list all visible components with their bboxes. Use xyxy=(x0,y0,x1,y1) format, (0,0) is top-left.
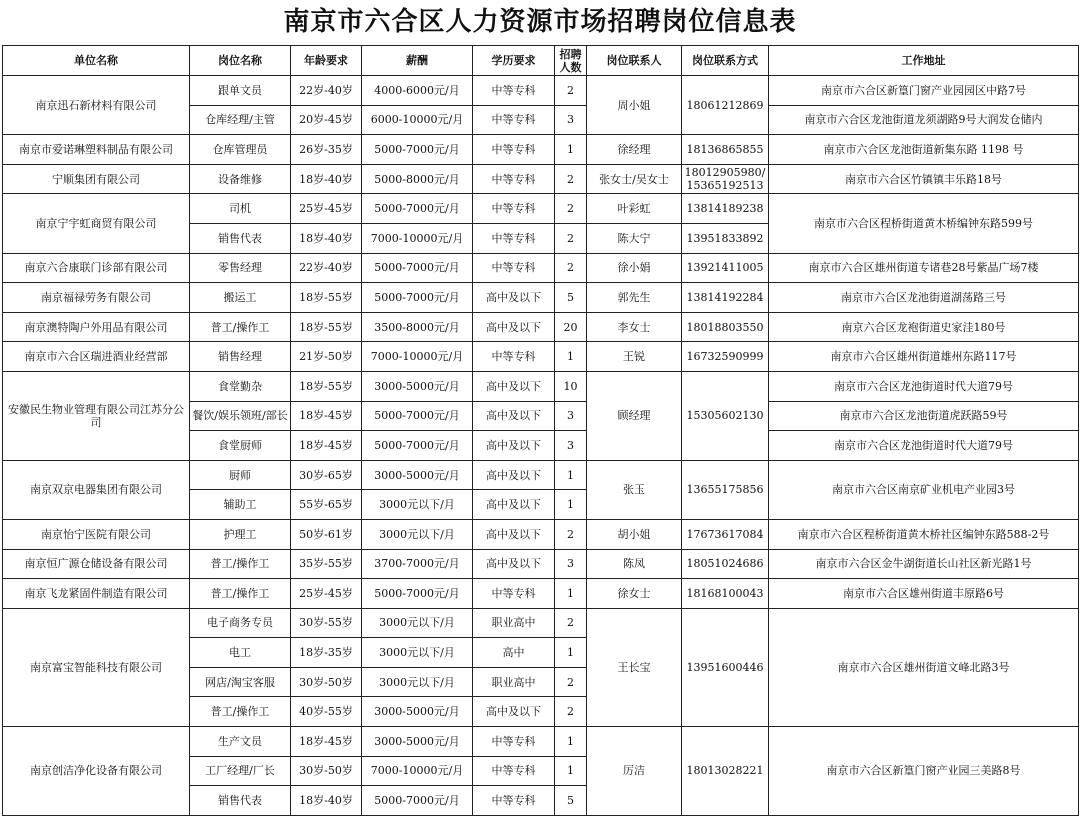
address-cell: 南京市六合区雄州街道雄州东路117号 xyxy=(769,342,1079,372)
count-cell: 2 xyxy=(555,519,587,549)
salary-cell: 3000-5000元/月 xyxy=(362,697,473,727)
age-cell: 20岁-45岁 xyxy=(291,105,362,135)
position-cell: 仓库管理员 xyxy=(190,135,291,165)
count-cell: 1 xyxy=(555,342,587,372)
education-cell: 高中及以下 xyxy=(473,371,555,401)
company-name-cell: 南京恒广源仓储设备有限公司 xyxy=(3,549,190,579)
address-cell: 南京市六合区金牛湖街道长山社区新光路1号 xyxy=(769,549,1079,579)
company-name-cell: 安徽民生物业管理有限公司江苏分公司 xyxy=(3,371,190,460)
position-cell: 辅助工 xyxy=(190,490,291,520)
count-cell: 1 xyxy=(555,727,587,757)
table-row xyxy=(3,194,1079,224)
age-cell: 55岁-65岁 xyxy=(291,490,362,520)
age-cell: 18岁-55岁 xyxy=(291,283,362,313)
address-cell: 南京市六合区雄州街道专诸巷28号紫晶广场7楼 xyxy=(769,253,1079,283)
salary-cell: 3000元以下/月 xyxy=(362,608,473,638)
position-cell: 跟单文员 xyxy=(190,76,291,106)
salary-cell: 3500-8000元/月 xyxy=(362,312,473,342)
page-title: 南京市六合区人力资源市场招聘岗位信息表 xyxy=(283,7,797,37)
company-name-cell: 南京创洁净化设备有限公司 xyxy=(3,727,190,816)
age-cell: 18岁-55岁 xyxy=(291,312,362,342)
salary-cell: 5000-7000元/月 xyxy=(362,135,473,165)
education-cell: 职业高中 xyxy=(473,608,555,638)
age-cell: 26岁-35岁 xyxy=(291,135,362,165)
count-cell: 3 xyxy=(555,549,587,579)
phone-cell: 18051024686 xyxy=(682,549,769,579)
address-cell: 南京六合区龙袍街道史家洼180号 xyxy=(769,312,1079,342)
salary-cell: 5000-7000元/月 xyxy=(362,579,473,609)
contact-cell: 周小姐 xyxy=(587,76,682,135)
count-cell: 2 xyxy=(555,223,587,253)
contact-cell: 李女士 xyxy=(587,312,682,342)
education-cell: 高中及以下 xyxy=(473,283,555,313)
education-cell: 高中及以下 xyxy=(473,312,555,342)
count-cell: 1 xyxy=(555,638,587,668)
count-cell: 2 xyxy=(555,76,587,106)
position-cell: 厨师 xyxy=(190,460,291,490)
salary-cell: 5000-7000元/月 xyxy=(362,431,473,461)
header-count: 招聘人数 xyxy=(555,46,587,76)
age-cell: 50岁-61岁 xyxy=(291,519,362,549)
company-name-cell: 南京富宝智能科技有限公司 xyxy=(3,608,190,726)
count-cell: 10 xyxy=(555,371,587,401)
salary-cell: 3700-7000元/月 xyxy=(362,549,473,579)
education-cell: 中等专科 xyxy=(473,76,555,106)
position-cell: 生产文员 xyxy=(190,727,291,757)
phone-cell: 15305602130 xyxy=(682,371,769,460)
count-cell: 5 xyxy=(555,283,587,313)
contact-cell: 徐女士 xyxy=(587,579,682,609)
position-cell: 普工/操作工 xyxy=(190,697,291,727)
education-cell: 中等专科 xyxy=(473,253,555,283)
education-cell: 高中 xyxy=(473,638,555,668)
contact-cell: 厉洁 xyxy=(587,727,682,816)
address-cell: 南京市六合区龙池街道龙须湖路9号大润发仓储内 xyxy=(769,105,1079,135)
header-age: 年龄要求 xyxy=(291,46,362,76)
header-salary: 薪酬 xyxy=(362,46,473,76)
address-cell: 南京市六合区龙池街道时代大道79号 xyxy=(769,371,1079,401)
salary-cell: 4000-6000元/月 xyxy=(362,76,473,106)
age-cell: 30岁-50岁 xyxy=(291,667,362,697)
education-cell: 高中及以下 xyxy=(473,519,555,549)
table-row xyxy=(3,519,1079,549)
phone-cell: 13655175856 xyxy=(682,460,769,519)
education-cell: 中等专科 xyxy=(473,194,555,224)
company-name-cell: 南京双京电器集团有限公司 xyxy=(3,460,190,519)
salary-cell: 7000-10000元/月 xyxy=(362,342,473,372)
age-cell: 30岁-50岁 xyxy=(291,756,362,786)
header-address: 工作地址 xyxy=(769,46,1079,76)
contact-cell: 陈大宁 xyxy=(587,223,682,253)
address-cell: 南京市六合区龙池街道新集东路 1198 号 xyxy=(769,135,1079,165)
salary-cell: 5000-8000元/月 xyxy=(362,164,473,194)
company-name-cell: 南京六合康联门诊部有限公司 xyxy=(3,253,190,283)
salary-cell: 7000-10000元/月 xyxy=(362,756,473,786)
education-cell: 中等专科 xyxy=(473,105,555,135)
salary-cell: 5000-7000元/月 xyxy=(362,283,473,313)
table-row xyxy=(3,371,1079,401)
address-cell: 南京市六合区龙池街道湖荡路三号 xyxy=(769,283,1079,313)
contact-cell: 胡小姐 xyxy=(587,519,682,549)
position-cell: 销售经理 xyxy=(190,342,291,372)
count-cell: 3 xyxy=(555,105,587,135)
contact-cell: 张女士/吴女士 xyxy=(587,164,682,194)
table-row xyxy=(3,549,1079,579)
count-cell: 1 xyxy=(555,490,587,520)
company-name-cell: 南京飞龙紧固件制造有限公司 xyxy=(3,579,190,609)
contact-cell: 陈凤 xyxy=(587,549,682,579)
age-cell: 18岁-45岁 xyxy=(291,431,362,461)
count-cell: 1 xyxy=(555,579,587,609)
company-name-cell: 南京市六合区瑞进酒业经营部 xyxy=(3,342,190,372)
phone-cell: 13814189238 xyxy=(682,194,769,224)
contact-cell: 王锐 xyxy=(587,342,682,372)
table-row xyxy=(3,460,1079,490)
contact-cell: 徐小娟 xyxy=(587,253,682,283)
table-row xyxy=(3,76,1079,106)
age-cell: 18岁-55岁 xyxy=(291,371,362,401)
header-contact: 岗位联系人 xyxy=(587,46,682,76)
age-cell: 18岁-40岁 xyxy=(291,164,362,194)
phone-cell: 16732590999 xyxy=(682,342,769,372)
job-table-body xyxy=(3,76,1079,816)
phone-cell: 13951833892 xyxy=(682,223,769,253)
contact-cell: 徐经理 xyxy=(587,135,682,165)
age-cell: 18岁-45岁 xyxy=(291,401,362,431)
address-cell: 南京市六合区程桥街道黄木桥编钟东路599号 xyxy=(769,194,1079,253)
contact-cell: 叶彩虹 xyxy=(587,194,682,224)
company-name-cell: 南京澳特陶户外用品有限公司 xyxy=(3,312,190,342)
table-row xyxy=(3,727,1079,757)
phone-cell: 18018803550 xyxy=(682,312,769,342)
salary-cell: 3000-5000元/月 xyxy=(362,371,473,401)
contact-cell: 张玉 xyxy=(587,460,682,519)
company-name-cell: 南京市爱诺琳塑料制品有限公司 xyxy=(3,135,190,165)
education-cell: 高中及以下 xyxy=(473,697,555,727)
education-cell: 高中及以下 xyxy=(473,549,555,579)
count-cell: 2 xyxy=(555,253,587,283)
phone-cell: 13814192284 xyxy=(682,283,769,313)
salary-cell: 7000-10000元/月 xyxy=(362,223,473,253)
position-cell: 普工/操作工 xyxy=(190,579,291,609)
education-cell: 中等专科 xyxy=(473,135,555,165)
age-cell: 22岁-40岁 xyxy=(291,76,362,106)
count-cell: 2 xyxy=(555,194,587,224)
position-cell: 电工 xyxy=(190,638,291,668)
count-cell: 3 xyxy=(555,431,587,461)
address-cell: 南京市六合区新篁门窗产业园园区中路7号 xyxy=(769,76,1079,106)
age-cell: 25岁-45岁 xyxy=(291,194,362,224)
position-cell: 网店/淘宝客服 xyxy=(190,667,291,697)
salary-cell: 5000-7000元/月 xyxy=(362,401,473,431)
salary-cell: 3000元以下/月 xyxy=(362,519,473,549)
phone-cell: 13951600446 xyxy=(682,608,769,726)
education-cell: 中等专科 xyxy=(473,342,555,372)
count-cell: 1 xyxy=(555,756,587,786)
position-cell: 零售经理 xyxy=(190,253,291,283)
phone-cell: 18168100043 xyxy=(682,579,769,609)
header-phone: 岗位联系方式 xyxy=(682,46,769,76)
address-cell: 南京市六合区龙池街道虎跃路59号 xyxy=(769,401,1079,431)
position-cell: 销售代表 xyxy=(190,223,291,253)
age-cell: 18岁-40岁 xyxy=(291,223,362,253)
count-cell: 1 xyxy=(555,460,587,490)
position-cell: 司机 xyxy=(190,194,291,224)
address-cell: 南京市六合区雄州街道文峰北路3号 xyxy=(769,608,1079,726)
position-cell: 设备维修 xyxy=(190,164,291,194)
header-education: 学历要求 xyxy=(473,46,555,76)
table-row xyxy=(3,283,1079,313)
contact-cell: 郭先生 xyxy=(587,283,682,313)
phone-cell: 18061212869 xyxy=(682,76,769,135)
table-row xyxy=(3,579,1079,609)
age-cell: 18岁-45岁 xyxy=(291,727,362,757)
count-cell: 2 xyxy=(555,164,587,194)
count-cell: 5 xyxy=(555,786,587,816)
table-row xyxy=(3,164,1079,194)
address-cell: 南京市六合区程桥街道黄木桥社区编钟东路588-2号 xyxy=(769,519,1079,549)
phone-cell: 17673617084 xyxy=(682,519,769,549)
education-cell: 高中及以下 xyxy=(473,490,555,520)
age-cell: 18岁-35岁 xyxy=(291,638,362,668)
address-cell: 南京市六合区新篁门窗产业园三美路8号 xyxy=(769,727,1079,816)
age-cell: 18岁-40岁 xyxy=(291,786,362,816)
education-cell: 中等专科 xyxy=(473,756,555,786)
count-cell: 2 xyxy=(555,608,587,638)
education-cell: 中等专科 xyxy=(473,579,555,609)
header-company: 单位名称 xyxy=(3,46,190,76)
position-cell: 普工/操作工 xyxy=(190,312,291,342)
count-cell: 1 xyxy=(555,135,587,165)
position-cell: 工厂经理/厂长 xyxy=(190,756,291,786)
position-cell: 电子商务专员 xyxy=(190,608,291,638)
salary-cell: 3000元以下/月 xyxy=(362,667,473,697)
table-row xyxy=(3,135,1079,165)
header-position: 岗位名称 xyxy=(190,46,291,76)
header-row xyxy=(3,46,1079,76)
position-cell: 普工/操作工 xyxy=(190,549,291,579)
address-cell: 南京市六合区竹镇镇丰乐路18号 xyxy=(769,164,1079,194)
age-cell: 35岁-55岁 xyxy=(291,549,362,579)
education-cell: 高中及以下 xyxy=(473,460,555,490)
age-cell: 21岁-50岁 xyxy=(291,342,362,372)
count-cell: 2 xyxy=(555,667,587,697)
salary-cell: 6000-10000元/月 xyxy=(362,105,473,135)
salary-cell: 3000-5000元/月 xyxy=(362,460,473,490)
age-cell: 30岁-65岁 xyxy=(291,460,362,490)
contact-cell: 顾经理 xyxy=(587,371,682,460)
phone-cell: 18136865855 xyxy=(682,135,769,165)
count-cell: 3 xyxy=(555,401,587,431)
education-cell: 中等专科 xyxy=(473,164,555,194)
company-name-cell: 南京宁宇虹商贸有限公司 xyxy=(3,194,190,253)
phone-cell: 18012905980/15365192513 xyxy=(682,164,769,194)
position-cell: 仓库经理/主管 xyxy=(190,105,291,135)
position-cell: 搬运工 xyxy=(190,283,291,313)
salary-cell: 3000元以下/月 xyxy=(362,490,473,520)
salary-cell: 5000-7000元/月 xyxy=(362,786,473,816)
position-cell: 餐饮/娱乐领班/部长 xyxy=(190,401,291,431)
education-cell: 中等专科 xyxy=(473,223,555,253)
education-cell: 高中及以下 xyxy=(473,431,555,461)
company-name-cell: 南京福禄劳务有限公司 xyxy=(3,283,190,313)
address-cell: 南京市六合区龙池街道时代大道79号 xyxy=(769,431,1079,461)
table-row xyxy=(3,342,1079,372)
education-cell: 职业高中 xyxy=(473,667,555,697)
address-cell: 南京市六合区南京矿业机电产业园3号 xyxy=(769,460,1079,519)
count-cell: 20 xyxy=(555,312,587,342)
salary-cell: 3000元以下/月 xyxy=(362,638,473,668)
position-cell: 销售代表 xyxy=(190,786,291,816)
age-cell: 30岁-55岁 xyxy=(291,608,362,638)
education-cell: 中等专科 xyxy=(473,727,555,757)
count-cell: 2 xyxy=(555,697,587,727)
position-cell: 护理工 xyxy=(190,519,291,549)
salary-cell: 5000-7000元/月 xyxy=(362,194,473,224)
education-cell: 中等专科 xyxy=(473,786,555,816)
age-cell: 40岁-55岁 xyxy=(291,697,362,727)
table-row xyxy=(3,253,1079,283)
phone-cell: 18013028221 xyxy=(682,727,769,816)
company-name-cell: 宁顺集团有限公司 xyxy=(3,164,190,194)
education-cell: 高中及以下 xyxy=(473,401,555,431)
age-cell: 25岁-45岁 xyxy=(291,579,362,609)
company-name-cell: 南京怡宁医院有限公司 xyxy=(3,519,190,549)
salary-cell: 5000-7000元/月 xyxy=(362,253,473,283)
table-row xyxy=(3,608,1079,638)
age-cell: 22岁-40岁 xyxy=(291,253,362,283)
job-table xyxy=(2,45,1079,816)
phone-cell: 13921411005 xyxy=(682,253,769,283)
position-cell: 食堂厨师 xyxy=(190,431,291,461)
table-row xyxy=(3,312,1079,342)
salary-cell: 3000-5000元/月 xyxy=(362,727,473,757)
contact-cell: 王长宝 xyxy=(587,608,682,726)
company-name-cell: 南京迅石新材料有限公司 xyxy=(3,76,190,135)
address-cell: 南京市六合区雄州街道丰原路6号 xyxy=(769,579,1079,609)
position-cell: 食堂勤杂 xyxy=(190,371,291,401)
